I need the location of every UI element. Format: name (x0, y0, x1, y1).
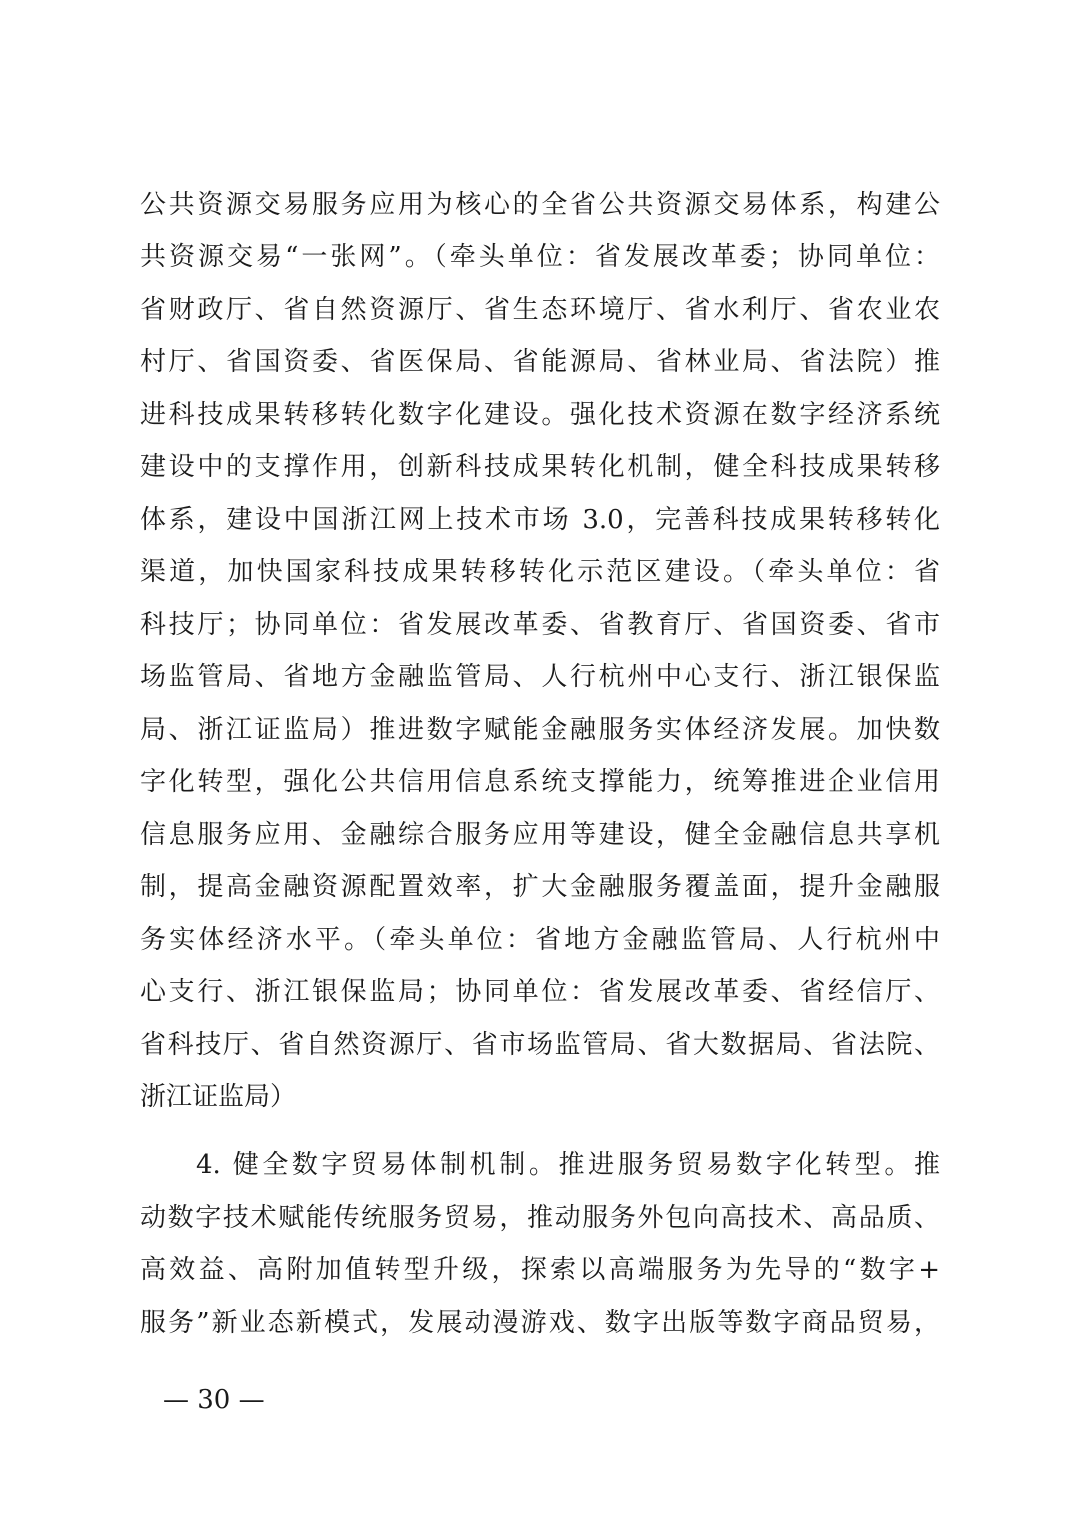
text-line: 渠道，加快国家科技成果转移转化示范区建设。（牵头单位：省 (140, 557, 940, 587)
text-line: 服务”新业态新模式，发展动漫游戏、数字出版等数字商品贸易， (140, 1308, 940, 1338)
text-line: 科技厅；协同单位：省发展改革委、省教育厅、省国资委、省市 (140, 610, 940, 640)
text-line: 局、浙江证监局）推进数字赋能金融服务实体经济发展。加快数 (140, 715, 940, 745)
text-line: 动数字技术赋能传统服务贸易，推动服务外包向高技术、高品质、 (140, 1203, 940, 1233)
text-line: 字化转型，强化公共信用信息系统支撑能力，统筹推进企业信用 (140, 767, 940, 797)
text-line: 务实体经济水平。（牵头单位：省地方金融监管局、人行杭州中 (140, 925, 940, 955)
text-line: 心支行、浙江银保监局；协同单位：省发展改革委、省经信厅、 (140, 977, 940, 1007)
text-line: 信息服务应用、金融综合服务应用等建设，健全金融信息共享机 (140, 820, 940, 850)
page-number: — 30 — (163, 1385, 265, 1415)
text-line: 公共资源交易服务应用为核心的全省公共资源交易体系，构建公 (140, 190, 940, 220)
text-line: 高效益、高附加值转型升级，探索以高端服务为先导的“数字+ (140, 1255, 940, 1285)
text-line: 场监管局、省地方金融监管局、人行杭州中心支行、浙江银保监 (140, 662, 940, 692)
text-line: 省科技厅、省自然资源厅、省市场监管局、省大数据局、省法院、 (140, 1030, 940, 1060)
text-line: 进科技成果转移转化数字化建设。强化技术资源在数字经济系统 (140, 400, 940, 430)
text-line: 共资源交易“一张网”。（牵头单位：省发展改革委；协同单位： (140, 242, 940, 272)
section-heading-line: 4. 健全数字贸易体制机制。推进服务贸易数字化转型。推 (196, 1150, 940, 1180)
text-line: 省财政厅、省自然资源厅、省生态环境厅、省水利厅、省农业农 (140, 295, 940, 325)
text-line: 村厅、省国资委、省医保局、省能源局、省林业局、省法院）推 (140, 347, 940, 377)
text-line: 建设中的支撑作用，创新科技成果转化机制，健全科技成果转移 (140, 452, 940, 482)
text-line: 体系，建设中国浙江网上技术市场 3.0，完善科技成果转移转化 (140, 505, 940, 535)
text-line: 制，提高金融资源配置效率，扩大金融服务覆盖面，提升金融服 (140, 872, 940, 902)
text-line: 浙江证监局） (140, 1082, 297, 1112)
